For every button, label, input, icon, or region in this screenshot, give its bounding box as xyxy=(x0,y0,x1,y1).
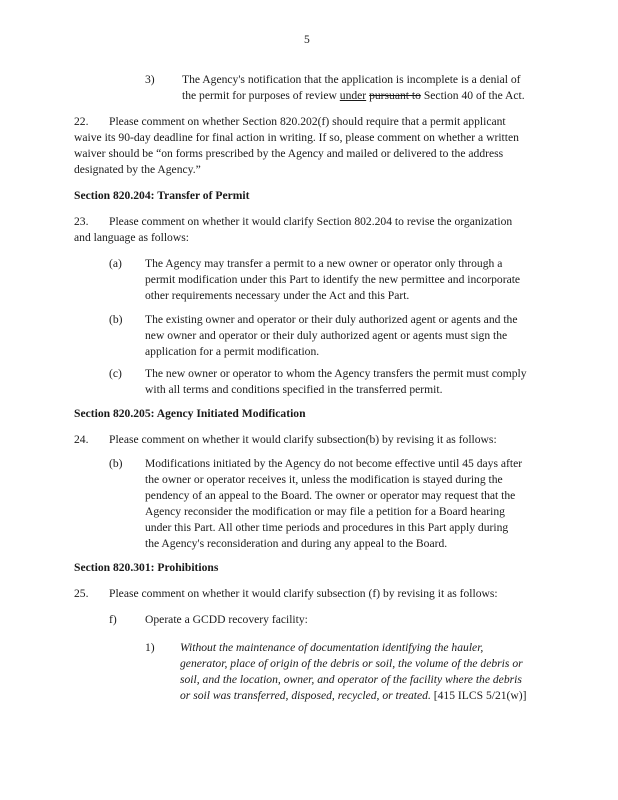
q23-b-label: (b) xyxy=(109,313,123,326)
q23-line2: and language as follows: xyxy=(74,231,189,244)
q22-line1: Please comment on whether Section 820.202(f) should require that a permit applicant xyxy=(109,115,506,128)
q23-b-line2: new owner and operator or their duly authorized agent or agents must sign the xyxy=(145,329,508,342)
q24-number: 24. xyxy=(74,433,89,446)
q24-b-line2: the owner or operator receives it, unless the modification is stayed during the xyxy=(145,473,503,486)
q24-b-line4: Agency reconsider the modification or may file a petition for a Board hearing xyxy=(145,505,505,518)
section-820-204-heading: Section 820.204: Transfer of Permit xyxy=(74,189,250,202)
q24-b-line3: pendency of an appeal to the Board. The owner or operator may request that the xyxy=(145,489,516,502)
q23-a-line2: permit modification under this Part to identify the new permittee and incorporate xyxy=(145,273,521,286)
page-number: 5 xyxy=(304,33,310,46)
inserted-text: under xyxy=(339,89,367,102)
q25-f-label: f) xyxy=(109,613,117,626)
q25-f1-line1: Without the maintenance of documentation identifying the hauler, xyxy=(180,641,484,654)
item-3-line1: The Agency's notification that the application is incomplete is a denial of xyxy=(182,73,521,86)
deleted-text: pursuant to xyxy=(369,89,421,102)
q23-b-line3: application for a permit modification. xyxy=(145,345,320,358)
q25-f1-line3: soil, and the location, owner, and operator of the facility where the debris xyxy=(180,673,522,686)
q23-a-line1: The Agency may transfer a permit to a new owner or operator only through a xyxy=(145,257,503,270)
q22-number: 22. xyxy=(74,115,89,128)
q25-f-text: Operate a GCDD recovery facility: xyxy=(145,613,308,626)
q22-line2: waive its 90-day deadline for final action in writing. If so, please comment on whether a written xyxy=(74,131,519,144)
q25-number: 25. xyxy=(74,587,89,600)
item-3-line2 xyxy=(182,88,525,104)
q25-f1-line4 xyxy=(180,688,527,704)
section-820-301-heading: Section 820.301: Prohibitions xyxy=(74,561,219,574)
q23-a-label: (a) xyxy=(109,257,122,270)
q25-f1-label: 1) xyxy=(145,641,155,654)
q25-f1-line2: generator, place of origin of the debris or soil, the volume of the debris or xyxy=(180,657,523,670)
item-3-line2-text: the permit for purposes of review xyxy=(182,89,337,102)
q23-b-line1: The existing owner and operator or their duly authorized agent or agents and the xyxy=(145,313,518,326)
q23-line1: Please comment on whether it would clarify Section 802.204 to revise the organization xyxy=(109,215,513,228)
q23-number: 23. xyxy=(74,215,89,228)
q22-line4: designated by the Agency.” xyxy=(74,163,201,176)
statute-citation: [415 ILCS 5/21(w)] xyxy=(433,689,527,702)
q23-c-line1: The new owner or operator to whom the Agency transfers the permit must comply xyxy=(145,367,527,380)
q24-b-line1: Modifications initiated by the Agency do not become effective until 45 days after xyxy=(145,457,523,470)
item-3-line2-end: Section 40 of the Act. xyxy=(423,89,525,102)
q25-line1: Please comment on whether it would clarify subsection (f) by revising it as follows: xyxy=(109,587,498,600)
q25-f1-line4-text: or soil was transferred, disposed, recycled, or treated. xyxy=(180,689,431,702)
q23-c-line2: with all terms and conditions specified in the transferred permit. xyxy=(145,383,443,396)
q24-b-line6: the Agency's reconsideration and during any appeal to the Board. xyxy=(145,537,448,550)
section-820-205-heading: Section 820.205: Agency Initiated Modification xyxy=(74,407,306,420)
q24-b-label: (b) xyxy=(109,457,123,470)
q23-a-line3: other requirements necessary under the Act and this Part. xyxy=(145,289,410,302)
q22-line3: waiver should be “on forms prescribed by the Agency and mailed or delivered to the address xyxy=(74,147,504,160)
item-3-number: 3) xyxy=(145,73,155,86)
q24-b-line5: under this Part. All other time periods and procedures in this Part apply during xyxy=(145,521,509,534)
q24-line1: Please comment on whether it would clarify subsection(b) by revising it as follows: xyxy=(109,433,497,446)
q23-c-label: (c) xyxy=(109,367,122,380)
